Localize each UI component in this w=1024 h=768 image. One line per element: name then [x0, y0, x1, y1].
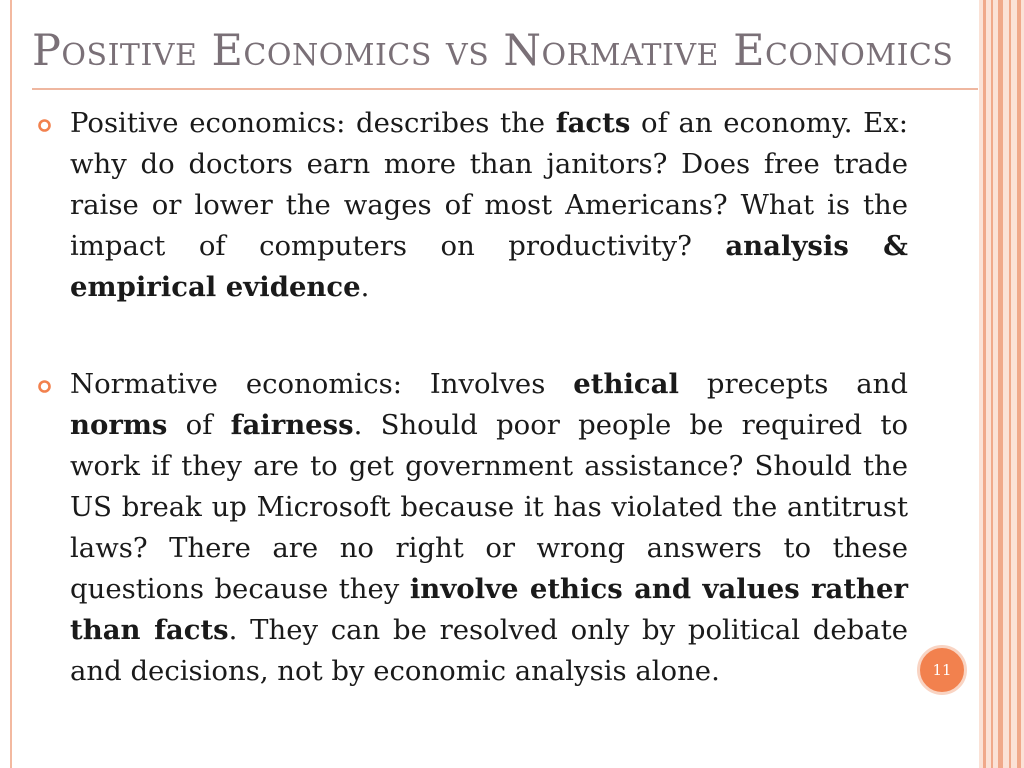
text-run: Positive economics: describes the [70, 107, 556, 139]
text-run: precepts and [678, 368, 908, 400]
text-run: Normative economics: Involves [70, 368, 574, 400]
bold-term: ethical [573, 368, 679, 400]
stripe [991, 0, 993, 768]
bullet-text [70, 364, 908, 692]
bold-term: facts [555, 107, 631, 139]
right-decorative-stripes [979, 0, 1024, 768]
stripe [1017, 0, 1021, 768]
page-number-badge: 11 [917, 645, 967, 695]
text-run: of [167, 409, 231, 441]
slide-title: Positive Economics vs Normative Economics [32, 26, 954, 76]
bullet-normative-economics [38, 364, 908, 692]
bullet-dot-icon [38, 380, 51, 393]
bold-term: fairness [230, 409, 354, 441]
bold-term: norms [70, 409, 168, 441]
bullet-text [70, 103, 908, 308]
stripe [1009, 0, 1011, 768]
bullet-positive-economics [38, 103, 908, 308]
text-run: . They can be resolved only by political debate and decisions, not by economic analysis alone. [70, 614, 908, 687]
text-run: of an economy. Ex: why do doctors earn more than janitors? Does free trade raise or lower the wages of most Americans? What is the impact of computers on productivity? [70, 107, 908, 262]
bold-term: analysis & empirical evidence [70, 230, 909, 303]
title-underline [32, 88, 978, 90]
text-run: . Should poor people be required to work if they are to get government assistance? Should the US break up Microsoft because it has violated the antitrust laws? There are no right or wrong answers to these questions because they [70, 409, 909, 605]
text-run: . [360, 271, 370, 303]
stripe [998, 0, 1003, 768]
left-decorative-line [10, 0, 12, 768]
bold-term: involve ethics and values rather than facts [70, 573, 909, 646]
stripe [983, 0, 986, 768]
bullet-dot-icon [38, 119, 51, 132]
